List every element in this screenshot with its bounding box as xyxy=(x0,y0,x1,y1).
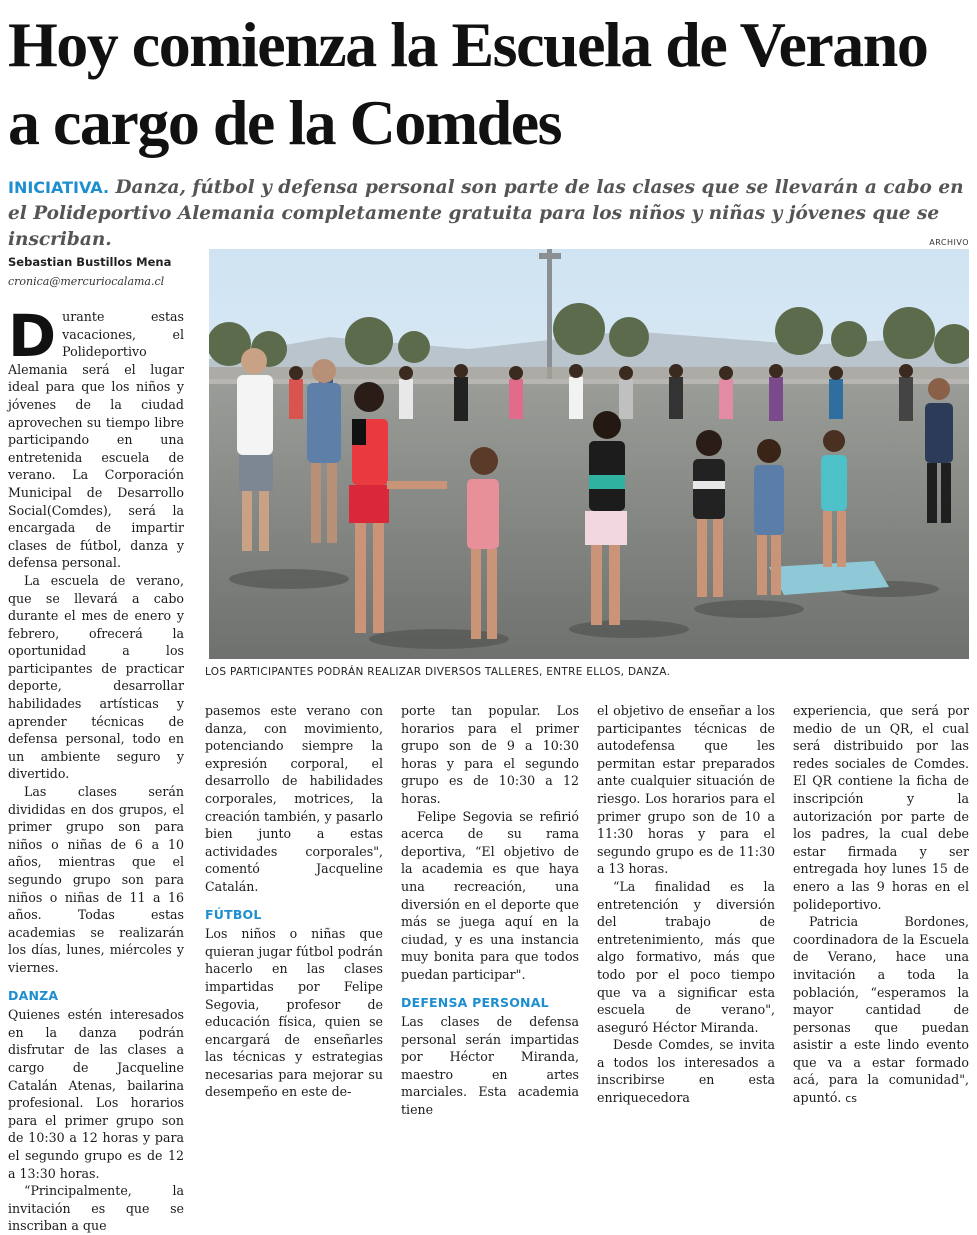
lead-kicker: INICIATIVA. xyxy=(8,178,110,197)
article-paragraph: “La finalidad es la entretención y diversión del trabajo de entretenimiento, más que algo formativo, más que todo por el poco tiempo que va a significar esta escuela de verano", aseguró Héctor Miranda. xyxy=(597,878,775,1035)
drop-cap: D xyxy=(8,302,57,370)
section-heading-futbol: FÚTBOL xyxy=(205,906,262,922)
article-paragraph: el objetivo de enseñar a los participantes técnicas de autodefensa que les permitan estar preparados ante cualquier situación de riesgo. Los horarios para el primer grupo son de 10 a 11:30 horas y para el segundo grupo es de 11:30 a 13 horas. xyxy=(597,703,775,877)
byline-email: cronica@mercuriocalama.cl xyxy=(8,275,165,288)
section-heading-danza: DANZA xyxy=(8,987,59,1003)
article-paragraph: La escuela de verano, que se llevará a cabo durante el mes de enero y febrero, ofrecerá la oportunidad a los participantes de practicar deporte, desarrollar habilidades artísticas y aprender técnicas de defensa personal, todo en un ambiente seguro y divertido. xyxy=(8,572,184,782)
lead-text: Danza, fútbol y defensa personal son parte de las clases que se llevarán a cabo en el Polideportivo Alemania completamente gratuita para los niños y niñas y jóvenes que se inscriban. xyxy=(8,177,964,250)
article-column-2 xyxy=(205,702,383,1101)
byline xyxy=(8,255,198,288)
photo-credit: ARCHIVO xyxy=(929,238,969,247)
article-paragraph: Felipe Segovia se refirió acerca de su rama deportiva, “El objetivo de la academia es que haya una recreación, una diversión en el deporte que más se juega aquí en la ciudad, y es una instancia muy bonita para que todos puedan participar". xyxy=(401,808,579,982)
headline: Hoy comienza la Escuela de Verano a cargo de la Comdes xyxy=(8,9,928,158)
photo-caption: LOS PARTICIPANTES PODRÁN REALIZAR DIVERSOS TALLERES, ENTRE ELLOS, DANZA. xyxy=(205,666,671,678)
end-mark: cs xyxy=(845,1092,858,1106)
article-paragraph: pasemos este verano con danza, con movimiento, potenciando siempre la expresión corporal, el desarrollo de habilidades corporales, motrices, la creación también, y pasarlo bien junto a estas actividades corporales", comentó Jacqueline Catalán. xyxy=(205,703,383,894)
article-paragraph: porte tan popular. Los horarios para el primer grupo son de 9 a 10:30 horas y para el segundo grupo es de 10:30 a 12 horas. xyxy=(401,703,579,806)
article-paragraph: Quienes estén interesados en la danza podrán disfrutar de las clases a cargo de Jacqueline Catalán Atenas, bailarina profesional. Los horarios para el primer grupo son de 10:30 a 12 horas y para el segundo grupo es de 12 a 13:30 horas. xyxy=(8,1007,184,1181)
article-paragraph: Patricia Bordones, coordinadora de la Escuela de Verano, hace una invitación a toda la población, “esperamos la mayor cantidad de personas que puedan asistir a este lindo evento que va a estar formado acá, para la comunidad", apuntó. cs xyxy=(793,914,969,1106)
article-paragraph: Las clases serán divididas en dos grupos, el primer grupo son para niños o niñas de 6 a 10 años, mientras que el segundo grupo son para niños o niñas de 11 a 16 años. Todas estas academias se realizarán los días, lunes, miércoles y viernes. xyxy=(8,784,184,975)
byline-author: Sebastian Bustillos Mena xyxy=(8,255,172,269)
section-heading-defensa: DEFENSA PERSONAL xyxy=(401,994,549,1010)
article-paragraph: Desde Comdes, se invita a todos los interesados a inscribirse en esta enriquecedora xyxy=(597,1037,775,1106)
article-column-3 xyxy=(401,702,579,1119)
article-paragraph: experiencia, que será por medio de un QR, el cual será distribuido por las redes sociales de Comdes. El QR contiene la ficha de inscripción y la autorización por parte de los padres, la cual debe estar firmada y ser entregada hoy lunes 15 de enero a las 9 horas en el polideportivo. xyxy=(793,703,969,912)
article-column-5 xyxy=(793,702,969,1108)
article-paragraph: “Principalmente, la invitación es que se inscriban a que xyxy=(8,1183,184,1234)
dance-class-photo xyxy=(209,249,969,659)
lead-paragraph xyxy=(8,175,968,253)
article-photo xyxy=(209,249,969,659)
article-column-1 xyxy=(8,302,184,1235)
article-paragraph: Durante estas vacaciones, el Polideportivo Alemania será el lugar ideal para que los niños y jóvenes de la ciudad aprovechen su tiempo libre participando en una entretenida escuela de verano. La Corporación Municipal de Desarrollo Social(Comdes), será la encargada de impartir clases de fútbol, danza y defensa personal. xyxy=(8,302,184,571)
article-column-4 xyxy=(597,702,775,1107)
article-paragraph: Los niños o niñas que quieran jugar fútbol podrán hacerlo en las clases impartidas por Felipe Segovia, profesor de educación física, quien se encargará de enseñarles las técnicas y estrategias necesarias para mejorar su desempeño en este de- xyxy=(205,926,383,1100)
article-paragraph: Las clases de defensa personal serán impartidas por Héctor Miranda, maestro en artes marciales. Esta academia tiene xyxy=(401,1014,579,1118)
